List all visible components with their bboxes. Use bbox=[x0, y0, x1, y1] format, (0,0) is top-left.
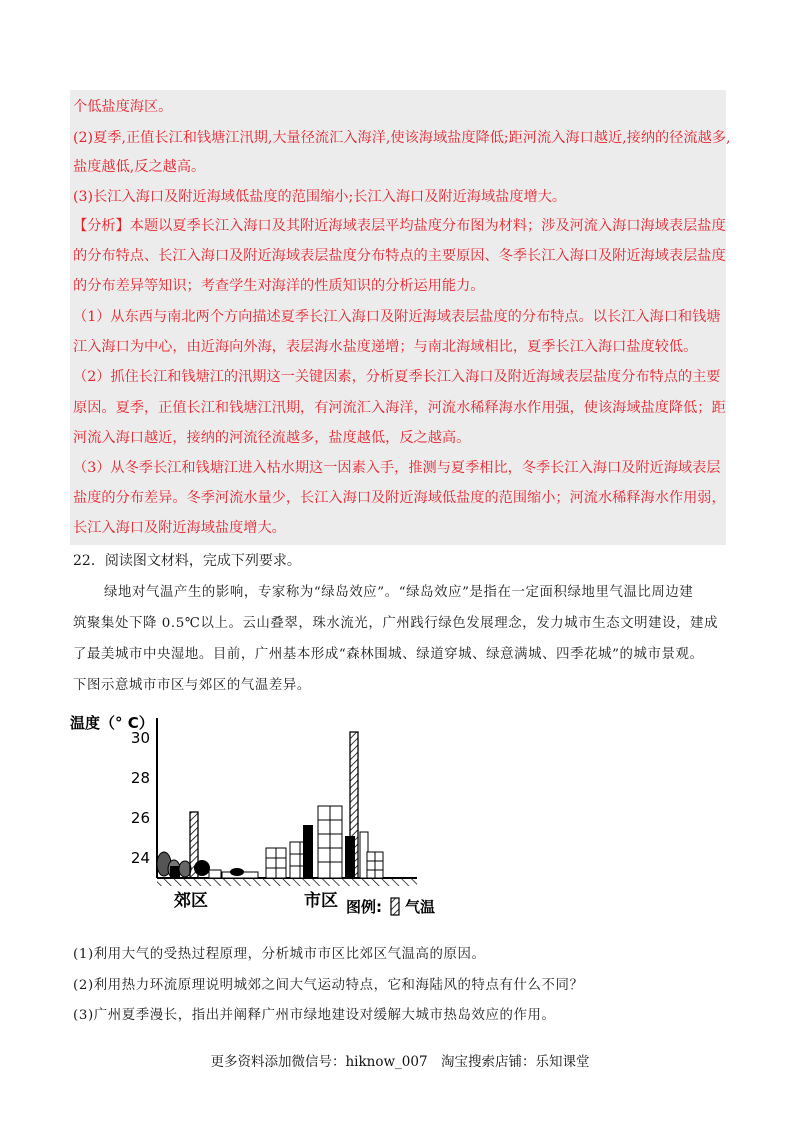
category-label-suburb: 郊区 bbox=[174, 891, 208, 911]
shrub-icon bbox=[230, 868, 244, 876]
legend-title: 图例: bbox=[346, 898, 382, 916]
answer-line: (3)长江入海口及附近海域低盐度的范围缩小;长江入海口及附近海域盐度增大。 bbox=[73, 189, 567, 205]
y-tick-label: 26 bbox=[130, 809, 150, 827]
sub-question: (3)广州夏季漫长，指出并阐释广州市绿地建设对缓解大城市热岛效应的作用。 bbox=[73, 1008, 556, 1023]
suburb-scenery bbox=[157, 852, 258, 878]
answer-line: 盐度越低,反之越高。 bbox=[73, 159, 206, 175]
chart-legend bbox=[346, 898, 435, 916]
temperature-chart bbox=[62, 708, 462, 923]
sub-question: (2)利用热力环流原理说明城郊之间大气运动特点，它和海陆风的特点有什么不同？ bbox=[73, 978, 584, 993]
analysis-line: 的分布差异等知识；考查学生对海洋的性质知识的分析运用能力。 bbox=[73, 278, 485, 294]
house-icon bbox=[170, 866, 180, 878]
material-line: 下图示意城市市区与郊区的气温差异。 bbox=[73, 678, 311, 693]
y-axis-label: 温度（° C） bbox=[70, 714, 154, 732]
ground-hatch bbox=[157, 878, 417, 886]
analysis-line: 原因。夏季，正值长江和钱塘江汛期，有河流汇入海洋，河流水稀释海水作用强，使该海域盐度降低；距 bbox=[73, 400, 726, 416]
y-tick-label: 28 bbox=[130, 769, 150, 787]
legend-swatch bbox=[391, 898, 399, 915]
building-icon bbox=[303, 825, 313, 878]
answer-line: (2)夏季,正值长江和钱塘江汛期,大量径流汇入海洋,使该海域盐度降低;距河流入海口越近,接纳的径流越多, bbox=[73, 130, 731, 146]
analysis-line: 江入海口为中心，由近海向外海，表层海水盐度递增；与南北海域相比，夏季长江入海口盐度较低。 bbox=[73, 339, 698, 355]
question-intro: 22．阅读图文材料，完成下列要求。 bbox=[73, 553, 301, 569]
analysis-line: 的分布特点、长江入海口及附近海域表层盐度分布特点的主要原因、冬季长江入海口及附近海域表层盐度 bbox=[73, 248, 726, 264]
analysis-line: 河流入海口越近，接纳的河流径流越多，盐度越低，反之越高。 bbox=[73, 430, 471, 446]
material-line: 筑聚集处下降 0.5℃以上。云山叠翠，珠水流光，广州践行绿色发展理念，发力城市生态文明建设，建成 bbox=[73, 616, 719, 631]
category-label-city: 市区 bbox=[304, 891, 338, 911]
page-footer: 更多资料添加微信号：hiknow_007 淘宝搜索店铺：乐知课堂 bbox=[210, 1054, 590, 1070]
tree-icon bbox=[179, 861, 191, 877]
legend-series-label: 气温 bbox=[405, 898, 436, 916]
analysis-line: （3）从冬季长江和钱塘江进入枯水期这一因素入手，推测与夏季相比，冬季长江入海口及附近海域表层 bbox=[73, 460, 721, 476]
temperature-bar-suburb bbox=[190, 812, 198, 878]
answer-line: 个低盐度海区。 bbox=[73, 99, 173, 115]
material-line: 绿地对气温产生的影响，专家称为“绿岛效应”。“绿岛效应”是指在一定面积绿地里气温比周边建 bbox=[104, 585, 694, 600]
y-tick-label: 30 bbox=[130, 729, 150, 747]
analysis-line: （2）抓住长江和钱塘江的汛期这一关键因素，分析夏季长江入海口及附近海域表层盐度分布特点的主要 bbox=[73, 369, 721, 385]
analysis-line: 盐度的分布差异。冬季河流水量少，长江入海口及附近海域低盐度的范围缩小；河流水稀释海水作用弱， bbox=[73, 490, 726, 506]
house-icon bbox=[209, 870, 221, 878]
city-scenery bbox=[266, 806, 383, 878]
analysis-line: 长江入海口及附近海域盐度增大。 bbox=[73, 520, 286, 536]
material-line: 了最美城市中央湿地。目前，广州基本形成“森林围城、绿道穿城、绿意满城、四季花城”的城市景观。 bbox=[73, 647, 704, 662]
temperature-bar-city bbox=[350, 732, 358, 878]
analysis-line: 【分析】本题以夏季长江入海口及其附近海域表层平均盐度分布图为材料；涉及河流入海口海域表层盐度 bbox=[73, 218, 726, 234]
analysis-line: （1）从东西与南北两个方向描述夏季长江入海口及附近海域表层盐度的分布特点。以长江入海口和钱塘 bbox=[73, 309, 721, 325]
y-tick-label: 24 bbox=[130, 849, 150, 867]
sub-question: (1)利用大气的受热过程原理，分析城市市区比郊区气温高的原因。 bbox=[73, 947, 486, 962]
